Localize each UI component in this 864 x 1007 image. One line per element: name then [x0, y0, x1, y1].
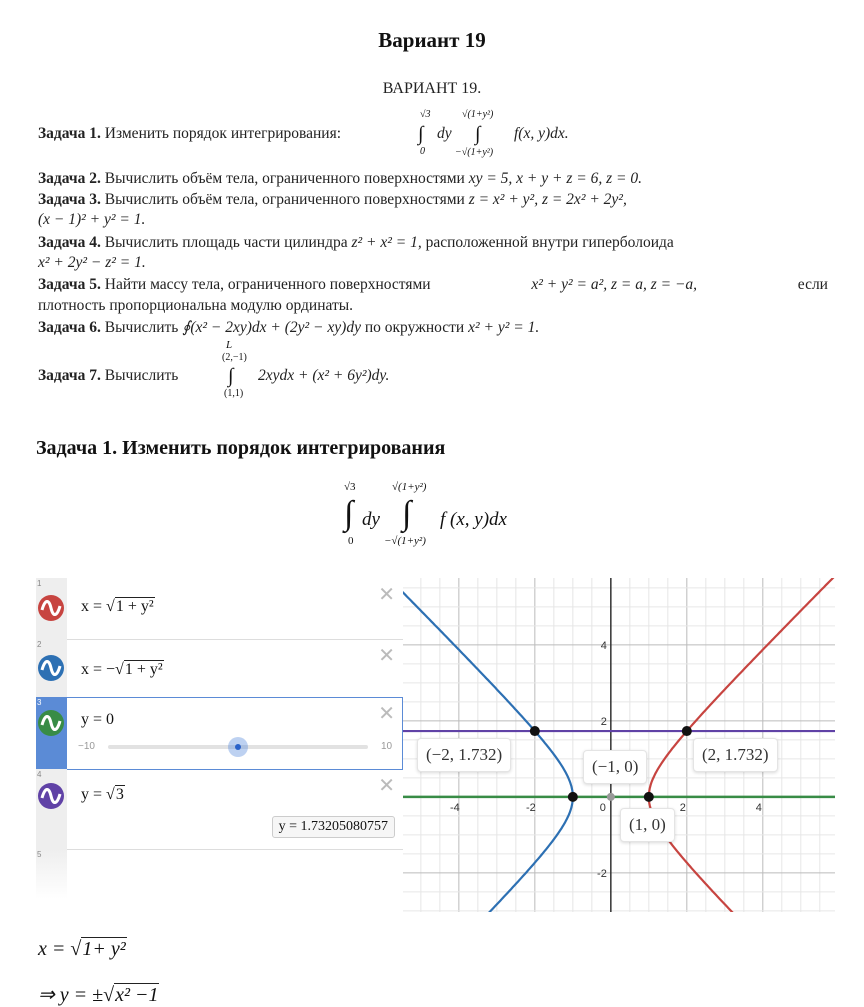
- curve-color-icon[interactable]: [38, 655, 64, 681]
- task-3: Задача 3. Вычислить объём тела, ограниченного поверхностями z = x² + y², z = 2x² + 2y²,: [38, 191, 627, 208]
- integral-sign: ∫: [402, 495, 412, 532]
- x-tick-label: 0: [599, 801, 606, 814]
- limit-upper: (2,−1): [222, 352, 247, 363]
- point-label: (1, 0): [620, 808, 675, 842]
- formula-line-1: x = √1+ y²: [38, 938, 126, 960]
- variant-heading: ВАРИАНТ 19.: [382, 80, 482, 97]
- expression-number: 1: [37, 579, 42, 588]
- task-5-line2: плотность пропорциональна модулю ординаты.: [38, 297, 354, 314]
- formula-line-2: ⇒ y = ±√x² −1: [38, 984, 159, 1006]
- expression-number: 3: [37, 698, 42, 707]
- task-7: Задача 7. Вычислить: [38, 367, 179, 384]
- dy: dy: [437, 125, 452, 142]
- desmos-calculator: [36, 578, 836, 912]
- expression-input[interactable]: y = √3: [81, 786, 124, 803]
- formula-dy: dy: [362, 509, 380, 530]
- curve-color-icon[interactable]: [38, 595, 64, 621]
- point-label: (−1, 0): [583, 750, 647, 784]
- slider-min: −10: [78, 741, 95, 752]
- expression-row-4[interactable]: [36, 769, 403, 850]
- integral-formula: [340, 482, 560, 562]
- integral-sign: ∫: [418, 123, 424, 145]
- delete-expression-icon[interactable]: ✕: [378, 582, 395, 606]
- formula-lower-limit: 0: [348, 535, 354, 547]
- task-1: Задача 1. Изменить порядок интегрирования:: [38, 125, 342, 142]
- point-label: (2, 1.732): [693, 738, 778, 772]
- expression-input[interactable]: x = −√1 + y²: [81, 661, 163, 678]
- task-3-line2: (x − 1)² + y² = 1.: [38, 211, 146, 228]
- contour-label: L: [226, 339, 233, 351]
- expression-input[interactable]: x = √1 + y²: [81, 598, 154, 615]
- formula-upper-limit-2: √(1+y²): [392, 481, 427, 493]
- limit-upper: √3: [420, 109, 431, 120]
- expression-row-1[interactable]: [36, 578, 403, 640]
- document-title: Вариант 19: [378, 28, 486, 52]
- curve-color-icon[interactable]: [38, 710, 64, 736]
- task-4: Задача 4. Вычислить площадь части цилиндра z² + x² = 1, расположенной внутри гиперболоида: [38, 234, 674, 251]
- line-integrand: 2xydx + (x² + 6y²)dy.: [258, 367, 390, 384]
- integrand: f(x, y)dx.: [514, 125, 569, 142]
- y-tick-label: 2: [600, 715, 607, 728]
- expression-number: 4: [37, 770, 42, 779]
- task-2: Задача 2. Вычислить объём тела, ограниченного поверхностями xy = 5, x + y + z = 6, z = 0.: [38, 170, 642, 187]
- limit-lower: (1,1): [224, 388, 244, 399]
- expression-row-3[interactable]: [36, 697, 403, 770]
- curve-color-icon[interactable]: [38, 783, 64, 809]
- x-tick-label: 2: [679, 801, 686, 814]
- intersection-point: [530, 726, 540, 736]
- expression-list: [36, 578, 404, 912]
- section-heading: Задача 1. Изменить порядок интегрирования: [36, 437, 446, 459]
- expression-row-5[interactable]: [36, 849, 403, 899]
- formula-upper-limit: √3: [344, 481, 356, 493]
- delete-expression-icon[interactable]: ✕: [378, 773, 395, 797]
- x-tick-label: -4: [449, 801, 460, 814]
- task-4-line2: x² + 2y² − z² = 1.: [38, 254, 146, 271]
- intersection-point: [644, 792, 654, 802]
- formula-integrand: f (x, y)dx: [440, 509, 507, 530]
- formula-lower-limit-2: −√(1+y²): [384, 535, 426, 547]
- limit-lower: 0: [420, 146, 425, 157]
- intersection-point: [568, 792, 578, 802]
- expression-number: 5: [37, 850, 42, 859]
- point-label: (−2, 1.732): [417, 738, 511, 772]
- graph-canvas[interactable]: [403, 578, 835, 912]
- intersection-point: [682, 726, 692, 736]
- expression-input[interactable]: y = 0: [81, 711, 115, 728]
- limit-upper: √(1+y²): [462, 109, 494, 120]
- expression-row-2[interactable]: [36, 639, 403, 698]
- integral-sign: ∫: [228, 365, 234, 387]
- integral-sign: ∫: [475, 123, 481, 145]
- limit-lower: −√(1+y²): [455, 147, 494, 158]
- slider-handle[interactable]: [228, 737, 248, 757]
- delete-expression-icon[interactable]: ✕: [378, 701, 395, 725]
- integral-sign: ∫: [344, 495, 354, 532]
- x-tick-label: 4: [755, 801, 762, 814]
- expression-number: 2: [37, 640, 42, 649]
- y-tick-label: 4: [600, 639, 607, 652]
- origin-point: [607, 793, 615, 801]
- slider-track[interactable]: [108, 745, 368, 749]
- slider-max: 10: [381, 741, 393, 752]
- delete-expression-icon[interactable]: ✕: [378, 643, 395, 667]
- task-5: Задача 5. Найти массу тела, ограниченного поверхностями x² + y² = a², z = a, z = −a, если: [38, 276, 828, 293]
- evaluation-result: y = 1.73205080757: [272, 816, 395, 838]
- x-tick-label: -2: [525, 801, 536, 814]
- y-tick-label: -2: [597, 867, 607, 880]
- task-6: Задача 6. Вычислить ∮(x² − 2xy)dx + (2y² − xy)dy по окружности x² + y² = 1.: [38, 319, 540, 336]
